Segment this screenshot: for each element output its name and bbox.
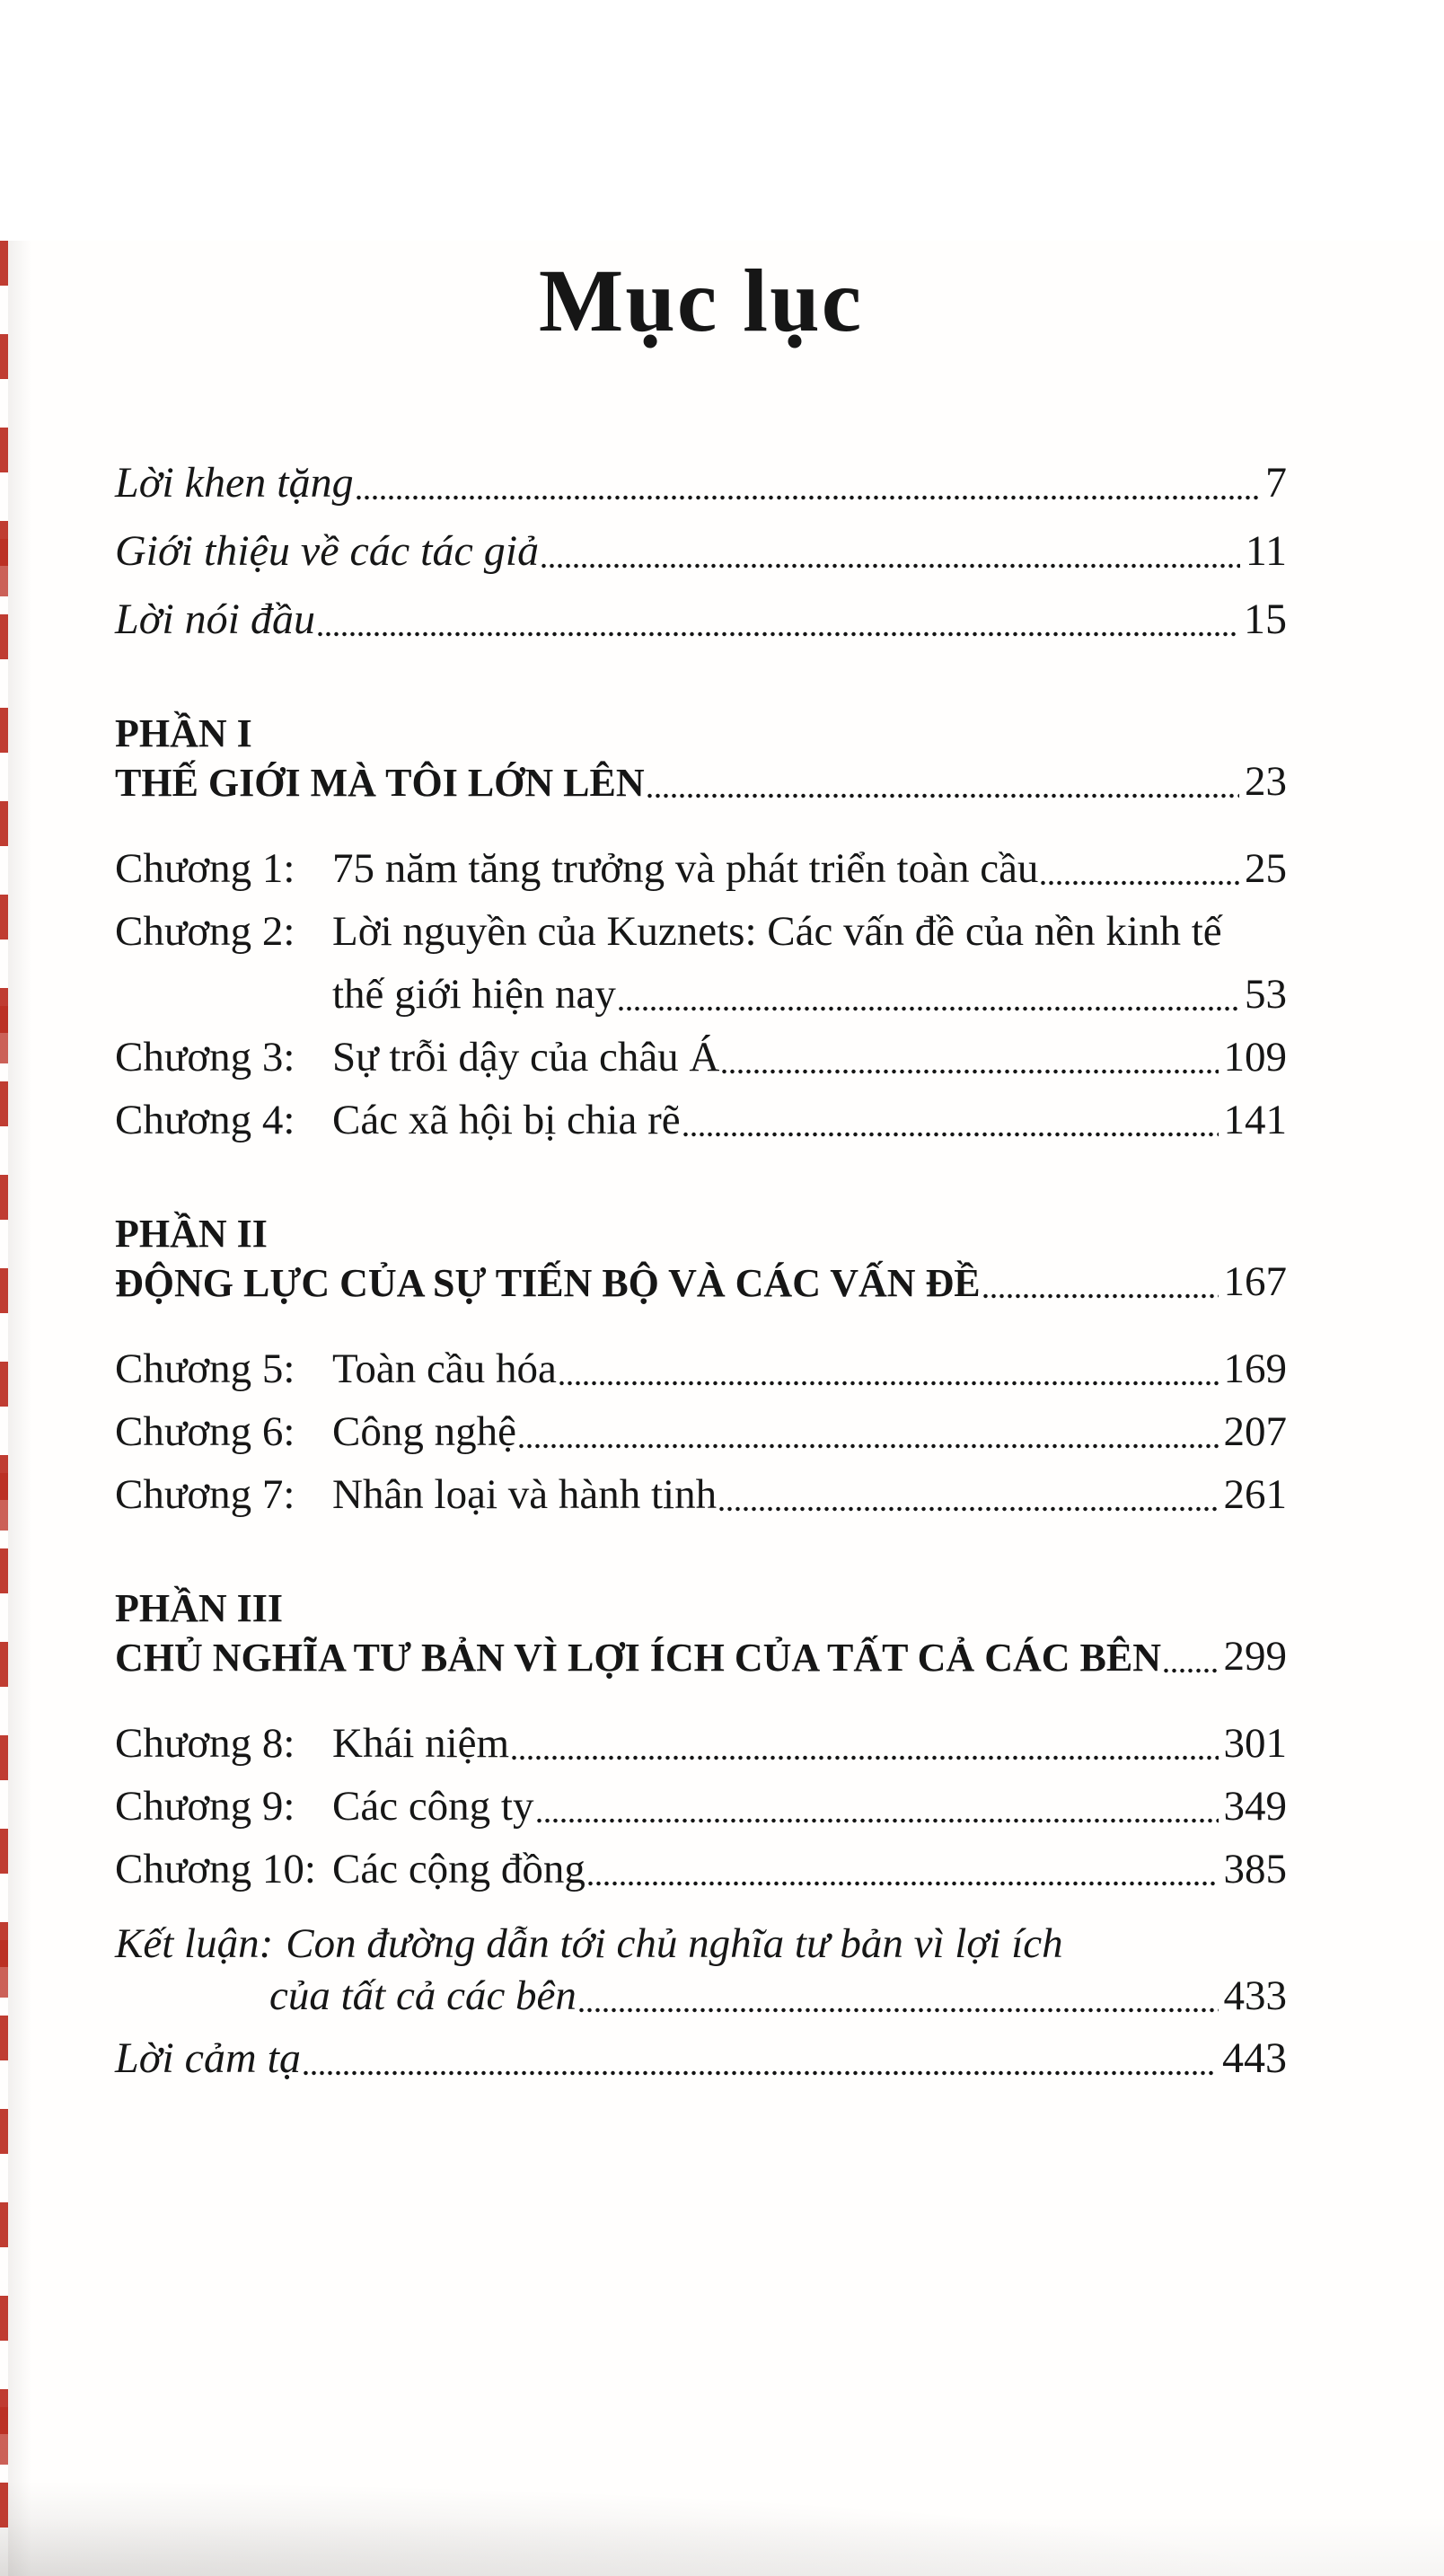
chapter-title-continuation: thế giới hiện nay xyxy=(332,971,616,1018)
dotted-leader xyxy=(542,563,1240,569)
page-number: 141 xyxy=(1223,1097,1287,1143)
part-1-title-row xyxy=(115,756,1287,806)
dotted-leader xyxy=(512,1755,1218,1760)
page-number: 23 xyxy=(1245,758,1287,805)
part-title: THẾ GIỚI MÀ TÔI LỚN LÊN xyxy=(115,761,645,805)
toc-entry-loi-khen-tang xyxy=(115,439,1287,507)
toc-entry-chapter-3 xyxy=(115,1019,1287,1081)
part-title: CHỦ NGHĨA TƯ BẢN VÌ LỢI ÍCH CỦA TẤT CẢ CÁC BÊN xyxy=(115,1636,1161,1680)
part-2-label-row xyxy=(115,1207,1287,1257)
dotted-leader xyxy=(537,1818,1219,1823)
toc-entry-chapter-5 xyxy=(115,1330,1287,1393)
chapter-label: Chương 1: xyxy=(115,845,295,892)
chapter-title: Các xã hội bị chia rẽ xyxy=(332,1097,681,1143)
page-number: 167 xyxy=(1223,1258,1287,1305)
chapter-title: Nhân loại và hành tinh xyxy=(332,1471,718,1518)
toc-entry-chapter-6 xyxy=(115,1393,1287,1456)
part-label: PHẦN I xyxy=(115,711,252,755)
dotted-leader xyxy=(1041,880,1239,886)
chapter-label: Chương 3: xyxy=(115,1034,295,1081)
part-3-section xyxy=(115,1582,1287,1893)
part-1-chapters xyxy=(115,830,1287,1144)
part-3-chapters xyxy=(115,1705,1287,1893)
chapter-label: Chương 7: xyxy=(115,1471,295,1518)
dotted-leader xyxy=(559,1381,1219,1386)
page-number: 443 xyxy=(1222,2034,1287,2082)
dotted-leader xyxy=(318,631,1238,637)
conclusion-section xyxy=(115,1916,1287,2020)
chapter-label: Chương 4: xyxy=(115,1097,295,1143)
dotted-leader xyxy=(722,1069,1218,1074)
toc-entry-gioi-thieu xyxy=(115,507,1287,576)
page-number: 7 xyxy=(1265,459,1287,507)
dotted-leader xyxy=(357,495,1260,500)
entry-label: Lời khen tặng xyxy=(115,459,354,507)
toc-entry-conclusion-line-1 xyxy=(115,1916,1287,1968)
conclusion-label: Kết luận: xyxy=(115,1920,274,1967)
chapter-title: Toàn cầu hóa xyxy=(332,1345,557,1392)
page-number: 299 xyxy=(1223,1633,1287,1680)
entry-label: Lời cảm tạ xyxy=(115,2034,301,2082)
page-number: 53 xyxy=(1245,971,1287,1018)
chapter-title: Lời nguyền của Kuznets: Các vấn đề của nền kinh tế xyxy=(332,908,1222,955)
page-number: 207 xyxy=(1223,1408,1287,1455)
chapter-label: Chương 5: xyxy=(115,1345,295,1392)
page-number: 11 xyxy=(1245,527,1287,575)
dotted-leader xyxy=(579,2007,1219,2013)
dotted-leader xyxy=(519,1443,1219,1449)
part-2-section xyxy=(115,1207,1287,1519)
toc-entry-chapter-9 xyxy=(115,1768,1287,1831)
page-number: 433 xyxy=(1223,1972,1287,2019)
conclusion-title: Con đường dẫn tới chủ nghĩa tư bản vì lợi ích xyxy=(286,1920,1063,1967)
dotted-leader xyxy=(619,1006,1239,1011)
toc-entry-conclusion-line-2 xyxy=(115,1968,1287,2020)
entry-label: Giới thiệu về các tác giả xyxy=(115,527,540,575)
toc-entry-chapter-2-line-1 xyxy=(115,893,1287,956)
part-3-label-row xyxy=(115,1582,1287,1631)
front-matter-section xyxy=(115,439,1287,644)
chapter-label: Chương 2: xyxy=(115,908,295,955)
toc-entry-chapter-8 xyxy=(115,1705,1287,1768)
page-number: 169 xyxy=(1223,1345,1287,1392)
dotted-leader xyxy=(983,1293,1219,1299)
page-number: 15 xyxy=(1244,595,1287,643)
part-label: PHẦN II xyxy=(115,1212,268,1256)
toc-entry-chapter-2-line-2 xyxy=(115,956,1287,1019)
chapter-label: Chương 6: xyxy=(115,1408,295,1455)
chapter-title: Các công ty xyxy=(332,1783,534,1830)
part-2-title-row xyxy=(115,1257,1287,1306)
toc-entry-chapter-4 xyxy=(115,1081,1287,1144)
part-title: ĐỘNG LỰC CỦA SỰ TIẾN BỘ VÀ CÁC VẤN ĐỀ xyxy=(115,1261,981,1305)
chapter-label: Chương 9: xyxy=(115,1783,295,1830)
conclusion-title-continuation: của tất cả các bên xyxy=(269,1972,577,2019)
page-number: 109 xyxy=(1223,1034,1287,1081)
part-2-chapters xyxy=(115,1330,1287,1519)
part-label: PHẦN III xyxy=(115,1586,284,1630)
chapter-title: 75 năm tăng trưởng và phát triển toàn cầu xyxy=(332,845,1039,892)
part-1-label-row xyxy=(115,707,1287,756)
entry-label: Lời nói đầu xyxy=(115,595,315,643)
toc-entry-acknowledgements xyxy=(115,2020,1287,2083)
page-number: 25 xyxy=(1245,845,1287,892)
dotted-leader xyxy=(588,1881,1219,1886)
page-number: 301 xyxy=(1223,1720,1287,1767)
chapter-title: Khái niệm xyxy=(332,1720,510,1767)
dotted-leader xyxy=(647,793,1239,798)
toc-entry-chapter-10 xyxy=(115,1831,1287,1893)
part-3-title-row xyxy=(115,1631,1287,1681)
page-number: 349 xyxy=(1223,1783,1287,1830)
toc-page xyxy=(0,241,1444,2576)
chapter-label: Chương 8: xyxy=(115,1720,295,1767)
red-edge-scan-marks xyxy=(0,241,8,2576)
page-number: 385 xyxy=(1223,1846,1287,1892)
chapter-label: Chương 10: xyxy=(115,1846,316,1892)
dotted-leader xyxy=(683,1132,1219,1137)
chapter-title: Công nghệ xyxy=(332,1408,516,1455)
chapter-title: Các cộng đồng xyxy=(332,1846,586,1892)
page-title: Mục lục xyxy=(538,251,864,350)
chapter-title: Sự trỗi dậy của châu Á xyxy=(332,1034,720,1081)
page-gutter-shadow xyxy=(8,241,31,2576)
part-1-section xyxy=(115,707,1287,1144)
dotted-leader xyxy=(1164,1668,1219,1673)
dotted-leader xyxy=(304,2070,1217,2076)
toc-entry-loi-noi-dau xyxy=(115,576,1287,644)
toc-content xyxy=(0,241,1444,2083)
toc-entry-chapter-1 xyxy=(115,830,1287,893)
toc-entry-chapter-7 xyxy=(115,1456,1287,1519)
page-number: 261 xyxy=(1223,1471,1287,1518)
dotted-leader xyxy=(719,1506,1218,1512)
